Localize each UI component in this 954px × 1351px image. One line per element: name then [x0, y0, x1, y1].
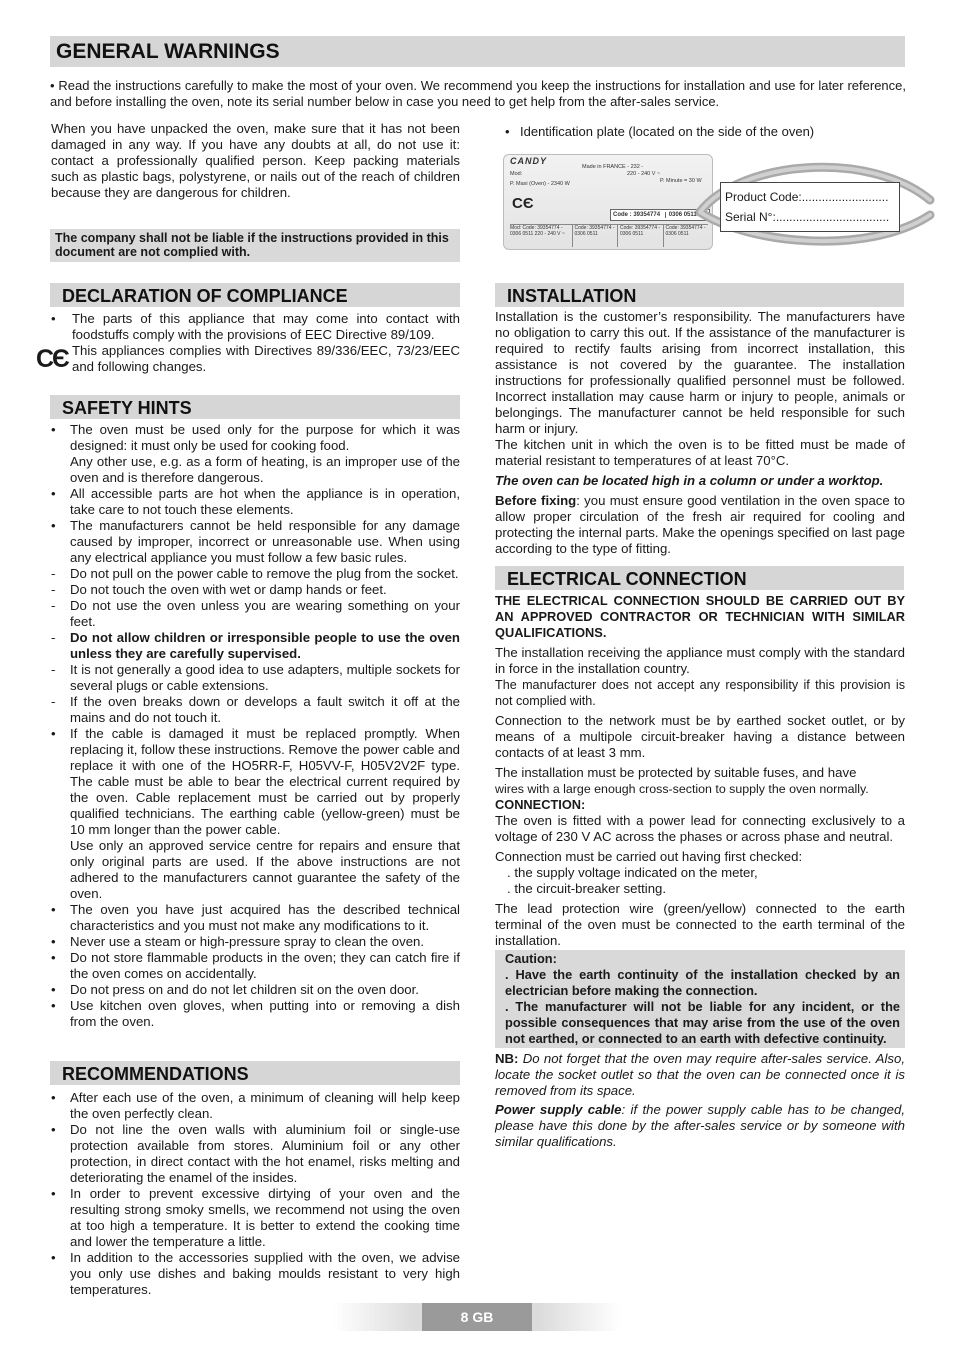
ce-mark-icon: CЄ: [36, 345, 68, 373]
list-item-text: In order to prevent excessive dirtying of your oven and the resulting strong smoky smells, we recommend not using the oven at too high a temperature. It is better to extend the cooking time and lower the temperature a little.: [70, 1186, 460, 1249]
recommendations-list: [50, 1090, 460, 1298]
safety-header: [50, 395, 460, 419]
list-item: • In order to prevent excessive dirtying of your oven and the resulting strong smoky smells, we recommend not using the oven at too high a temperature. It is better to extend the cooking time and lower the temperature a little.: [51, 1186, 460, 1249]
page-number: 8 GB: [422, 1303, 532, 1331]
list-item: [50, 982, 460, 998]
list-item: [50, 518, 460, 566]
plate-power: P. Maxi (Oven) - 2340 W: [510, 181, 570, 187]
unpack-text: When you have unpacked the oven, make sure that it has not been damaged in any way. If you have any doubts at all, do not use it: contact a professionally qualified person. Keep packing materials such as plastic bags, polystyrene, or nails out of the reach of children because they are dangerous for children.: [51, 121, 460, 200]
list-marker: •: [51, 518, 56, 533]
plate-bottom-cell: Code: 39354774 - 0306 0511: [617, 225, 663, 247]
power-cable-text: : if the power supply cable has to be changed, please have this done by the after-sales service or by someone with similar qualifications.: [495, 1102, 905, 1149]
code-strip-code: Code : 39354774: [613, 212, 661, 218]
installation-title: INSTALLATION: [507, 286, 637, 306]
plate-bottom-cell: Mod: Code: 39354774 - 0306 0511 220 - 240 V ~: [510, 225, 565, 237]
recommendations-title: RECOMMENDATIONS: [62, 1064, 249, 1084]
list-marker: -: [51, 662, 56, 677]
list-marker: -: [51, 582, 56, 597]
electrical-paragraph: The installation receiving the appliance must comply with the standard in force in the installation country.: [495, 645, 905, 676]
list-marker: -: [51, 566, 56, 581]
plate-line: P. Minute = 30 W: [660, 178, 702, 184]
list-marker: •: [51, 486, 56, 501]
recommendations-header: [50, 1061, 460, 1085]
ce-statement: [36, 343, 460, 375]
installation-header: [495, 283, 904, 307]
declaration-header: [50, 283, 460, 307]
list-marker: -: [51, 598, 56, 613]
list-marker: •: [51, 902, 56, 917]
serial-dots: ..................................: [775, 210, 890, 224]
list-item: [50, 726, 460, 838]
list-item-text: The manufacturers cannot be held responsible for any damage caused by improper, incorrect or unreasonable use. When using any electrical appliance you must follow a few basic rules.: [70, 518, 460, 565]
serial-label: Serial N°:: [725, 210, 776, 224]
list-marker: •: [51, 422, 56, 437]
product-code-label: Product Code:: [725, 190, 802, 204]
declaration-title: DECLARATION OF COMPLIANCE: [62, 286, 348, 306]
list-item: [50, 694, 460, 726]
installation-before-fixing: [495, 493, 905, 557]
electrical-paragraph: Connection to the network must be by earthed socket outlet, or by means of a multipole circuit-breaker having a distance between contacts of at least 3 mm.: [495, 713, 905, 760]
list-item-text: Use kitchen oven gloves, when putting into or removing a dish from the oven.: [70, 998, 460, 1029]
caution-label: Caution:: [505, 951, 557, 966]
list-marker: •: [51, 950, 56, 965]
list-item: [50, 630, 460, 662]
product-code-line: [725, 187, 895, 207]
plate-bottom-cell: Code: 39354774 - 0306 0511: [663, 225, 709, 247]
electrical-paragraph: The manufacturer does not accept any responsibility if this provision is not complied with.: [495, 678, 905, 708]
list-item: [50, 422, 460, 454]
installation-body: [495, 309, 905, 557]
list-marker: -: [51, 630, 56, 645]
code-strip-serial: 0306 0511: [665, 212, 697, 218]
list-item: [50, 662, 460, 694]
electrical-paragraph: The installation must be protected by suitable fuses, and have: [495, 765, 857, 780]
list-item-text: In addition to the accessories supplied with the oven, we advise you only use dishes and baking moulds resistant to very high temperatures.: [70, 1250, 460, 1297]
installation-paragraph: Installation is the customer’s responsibility. The manufacturers have no obligation to carry this out. If the assistance of the manufacturer is required to rectify faults arising from incorrect installation, this assistance is not covered by the guarantee. The installation instructions for professionally qualified personnel must be followed. Incorrect installation may cause harm or injury to people, animals or belongings. The manufacturer cannot be held responsible for such harm or injury.: [495, 309, 905, 436]
list-item: • The parts of this appliance that may come into contact with foodstuffs comply with the provisions of EEC Directive 89/109.: [51, 311, 460, 342]
power-cable-label: Power supply cable: [495, 1102, 622, 1117]
electrical-header: [495, 566, 904, 590]
plate-line: 220 - 240 V ~: [627, 171, 661, 177]
ce-statement-text: This appliances complies with Directives 89/336/EEC, 73/23/EEC and following changes.: [72, 343, 460, 374]
list-item-text: If the oven breaks down or develops a fault switch it off at the mains and do not touch it.: [70, 694, 460, 725]
list-marker: -: [51, 694, 56, 709]
nb-note: [495, 1051, 905, 1099]
list-item: [50, 998, 460, 1030]
electrical-body: [495, 593, 905, 1150]
list-item-text: Do not allow children or irresponsible people to use the oven unless they are carefully supervised.: [70, 630, 460, 661]
list-marker: •: [51, 934, 56, 949]
list-item-text: After each use of the oven, a minimum of cleaning will help keep the oven perfectly clean.: [70, 1090, 460, 1121]
page-title-bar: [50, 36, 905, 67]
list-item-text: It is not generally a good idea to use adapters, multiple sockets for several plugs or cable extensions.: [70, 662, 460, 693]
power-cable-note: [495, 1102, 905, 1150]
installation-location-note: The oven can be located high in a column or under a worktop.: [495, 473, 884, 488]
list-item-text: If the cable is damaged it must be replaced promptly. When replacing it, follow these instructions. Remove the power cable and replace it with one of the HO5RR-F, H05VV-F, H05V2V2F type. The cable must be able to bear the electrical current required by the oven. Cable replacement must be carried out by properly qualified technicians. The earthing cable (yellow-green) must be 10 mm longer than the power cable.: [70, 726, 460, 837]
nb-label: NB:: [495, 1051, 519, 1066]
list-item-text: Never use a steam or high-pressure spray to clean the oven.: [70, 934, 425, 949]
ce-mark-icon: CЄ: [512, 195, 534, 212]
list-marker: •: [51, 998, 56, 1013]
list-item-text: Do not line the oven walls with aluminium foil or single-use protection available from stores. Aluminium foil or any other protection, in direct contact with the hot enamel, risks melting and deteriorating the enamel of the insides.: [70, 1122, 460, 1185]
list-item-text: The oven you have just acquired has the described technical characteristics and you must not make any modifications to it.: [70, 902, 460, 933]
declaration-body: [36, 311, 460, 375]
product-code-dots: ..........................: [801, 190, 889, 204]
list-marker: •: [51, 726, 56, 741]
list-item-text: Do not touch the oven with wet or damp hands or feet.: [70, 582, 387, 597]
intro-text: • Read the instructions carefully to make the most of your oven. We recommend you keep the instructions for installation and use for later reference, and before installing the oven, note its serial number below in case you need to get help from the after-sales service.: [50, 78, 906, 109]
list-item: [50, 566, 460, 582]
list-item-text: Any other use, e.g. as a form of heating, is an improper use of the oven and is therefore dangerous.: [70, 454, 460, 485]
list-item: [50, 454, 460, 486]
list-item-text: Use only an approved service centre for repairs and ensure that only original parts are used. If the above instructions are not adhered to the manufacturers cannot guarantee the safety of the oven.: [70, 838, 460, 901]
safety-title: SAFETY HINTS: [62, 398, 192, 418]
id-plate-bullet-text: Identification plate (located on the side of the oven): [520, 124, 815, 139]
liability-notice: The company shall not be liable if the instructions provided in this document are not complied with.: [50, 229, 460, 262]
check-item: . the circuit-breaker setting.: [507, 881, 667, 896]
list-item: • After each use of the oven, a minimum of cleaning will help keep the oven perfectly clean.: [51, 1090, 460, 1121]
check-item: . the supply voltage indicated on the meter,: [507, 865, 758, 880]
page-title: GENERAL WARNINGS: [56, 40, 280, 63]
plate-mod: Mod:: [510, 171, 523, 177]
list-item-text: The oven must be used only for the purpose for which it was designed: it must only be used for cooking food.: [70, 422, 460, 453]
electrical-paragraph: The lead protection wire (green/yellow) connected to the earth terminal of the oven must be connected to the earth terminal of the installation.: [495, 901, 905, 948]
list-item: [50, 598, 460, 630]
list-item: • Do not line the oven walls with aluminium foil or single-use protection available from stores. Aluminium foil or any other protection, in direct contact with the hot enamel, risks melting and deteriorating the enamel of the insides.: [51, 1122, 460, 1185]
list-item-text: Do not press on and do not let children sit on the oven door.: [70, 982, 419, 997]
serial-label-card: [720, 182, 900, 232]
list-item: [50, 950, 460, 982]
before-fixing-text: : you must ensure good ventilation in the oven space to allow proper circulation of the fresh air required for cooling and protecting the internal parts. Make the openings specified on last page according to the type of fitting.: [495, 493, 905, 556]
list-item: [50, 934, 460, 950]
safety-list: [50, 422, 460, 1030]
list-item-text: Do not store flammable products in the oven; they can catch fire if the oven comes on accidentally.: [70, 950, 460, 981]
list-item-text: Do not pull on the power cable to remove the plug from the socket.: [70, 566, 459, 581]
list-item: [50, 486, 460, 518]
list-item: [50, 582, 460, 598]
declaration-item-text: The parts of this appliance that may come into contact with foodstuffs comply with the provisions of EEC Directive 89/109.: [72, 311, 460, 342]
list-marker: •: [51, 982, 56, 997]
before-fixing-label: Before fixing: [495, 493, 577, 508]
electrical-title: ELECTRICAL CONNECTION: [507, 569, 747, 589]
brand-logo: CANDY: [510, 156, 548, 166]
caution-item: . Have the earth continuity of the installation checked by an electrician before making the connection.: [505, 967, 900, 998]
list-item: • In addition to the accessories supplied with the oven, we advise you only use dishes and baking moulds resistant to very high temperatures.: [51, 1250, 460, 1297]
id-plate-bullet: • Identification plate (located on the side of the oven): [505, 124, 815, 139]
caution-box: [495, 950, 905, 1048]
plate-bottom-cell: Code: 39354774 - 0306 0511: [572, 225, 618, 247]
electrical-caps-notice: THE ELECTRICAL CONNECTION SHOULD BE CARRIED OUT BY AN APPROVED CONTRACTOR OR TECHNICIAN WITH SIMILAR QUALIFICATIONS.: [495, 593, 905, 640]
serial-line: [725, 207, 895, 227]
electrical-paragraph: The oven is fitted with a power lead for connecting exclusively to a voltage of 230 V AC across the phases or across phase and neutral.: [495, 813, 905, 844]
list-item: [50, 902, 460, 934]
list-item: [50, 838, 460, 902]
plate-line: Made in FRANCE - 232 -: [582, 164, 644, 170]
caution-item: . The manufacturer will not be liable for any incident, or the possible consequences that may arise from the use of the oven not earthed, or connected to an earth with defective continuity.: [505, 999, 900, 1046]
installation-paragraph: The kitchen unit in which the oven is to be fitted must be made of material resistant to temperatures of at least 70°C.: [495, 437, 905, 468]
nb-text: Do not forget that the oven may require after-sales service. Also, locate the socket outlet so that the oven can be connected once it is removed from its space.: [495, 1051, 905, 1098]
connection-label: CONNECTION:: [495, 797, 586, 812]
electrical-paragraph: wires with a large enough cross-section to supply the oven normally.: [495, 782, 869, 796]
list-item-text: All accessible parts are hot when the appliance is in operation, take care to not touch these elements.: [70, 486, 460, 517]
list-item-text: Do not use the oven unless you are wearing something on your feet.: [70, 598, 460, 629]
electrical-paragraph: Connection must be carried out having first checked:: [495, 849, 803, 864]
